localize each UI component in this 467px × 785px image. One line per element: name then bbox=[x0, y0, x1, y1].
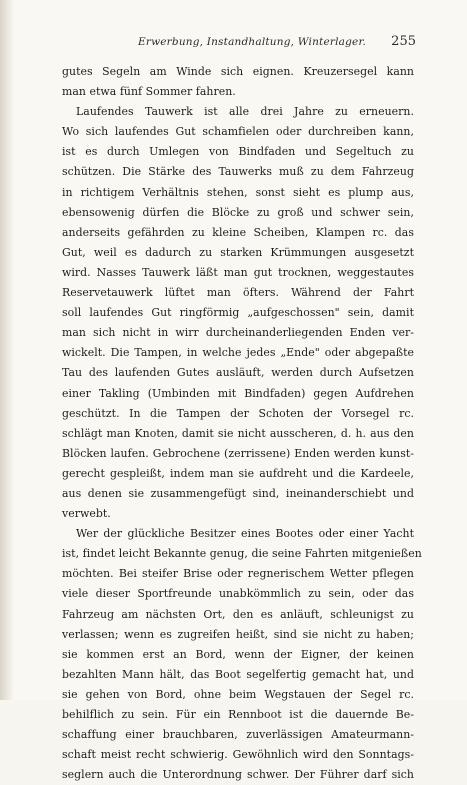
text-line: Tau des laufenden Gutes ausläuft, werden durch Aufsetzen bbox=[62, 366, 414, 380]
text-line: ist es durch Umlegen von Bindfaden und Segeltuch zu bbox=[62, 145, 414, 159]
running-head-title: Erwerbung, Instandhaltung, Winterlager. bbox=[138, 36, 367, 48]
text-line: man sich nicht in wirr durcheinanderliegenden Enden ver- bbox=[62, 326, 414, 340]
text-line: Blöcken laufen. Gebrochene (zerrissene) Enden werden kunst- bbox=[62, 446, 414, 460]
text-line: schützen. Die Stärke des Tauwerks muß zu dem Fahrzeug bbox=[62, 165, 414, 179]
text-line: sie gehen von Bord, ohne beim Wegstauen der Segel rc. bbox=[62, 687, 414, 701]
text-line: verwebt. bbox=[62, 507, 111, 521]
running-head bbox=[60, 36, 416, 52]
text-line: Wer der glückliche Besitzer eines Bootes oder einer Yacht bbox=[76, 527, 414, 541]
text-line: Wo sich laufendes Gut schamfielen oder durchreiben kann, bbox=[62, 125, 414, 139]
text-line: sie kommen erst an Bord, wenn der Eigner, der keinen bbox=[62, 647, 414, 661]
text-line: gerecht gespleißt, indem man sie aufdreht und die Kardeele, bbox=[62, 466, 414, 480]
text-line: seglern auch die Unterordnung schwer. Der Führer darf sich bbox=[62, 768, 414, 782]
page-number: 255 bbox=[391, 34, 416, 49]
text-line: bezahlten Mann hält, das Boot segelfertig gemacht hat, und bbox=[62, 667, 414, 681]
text-line: schaft meist recht schwierig. Gewöhnlich wird den Sonntags- bbox=[62, 748, 414, 762]
text-line: Laufendes Tauwerk ist alle drei Jahre zu erneuern. bbox=[76, 105, 414, 119]
text-line: Reservetauwerk lüftet man öfters. Während der Fahrt bbox=[62, 286, 414, 300]
text-line: Gut, weil es dadurch zu starken Krümmungen ausgesetzt bbox=[62, 245, 414, 259]
text-line: möchten. Bei steifer Brise oder regnerischem Wetter pflegen bbox=[62, 567, 414, 581]
text-line: viele dieser Sportfreunde unabkömmlich zu sein, oder das bbox=[62, 587, 414, 601]
text-line: geschützt. In die Tampen der Schoten der Vorsegel rc. bbox=[62, 406, 414, 420]
text-line: ebensowenig dürfen die Blöcke zu groß und schwer sein, bbox=[62, 205, 414, 219]
gutter-shadow bbox=[0, 0, 14, 700]
text-line: wickelt. Die Tampen, in welche jedes „Ende" oder abgepaßte bbox=[62, 346, 414, 360]
text-line: gutes Segeln am Winde sich eignen. Kreuzersegel kann bbox=[62, 65, 414, 78]
text-line: aus denen sie zusammengefügt sind, ineinanderschiebt und bbox=[62, 486, 414, 500]
text-line: ist, findet leicht Bekannte genug, die seine Fahrten mitgenießen bbox=[62, 547, 422, 561]
body-text bbox=[62, 62, 422, 785]
text-line: man etwa fünf Sommer fahren. bbox=[62, 85, 236, 99]
text-line: verlassen; wenn es zugreifen heißt, sind sie nicht zu haben; bbox=[62, 627, 414, 641]
text-line: soll laufendes Gut ringförmig „aufgeschossen" sein, damit bbox=[62, 306, 414, 320]
text-line: einer Takling (Umbinden mit Bindfaden) gegen Aufdrehen bbox=[62, 386, 414, 400]
text-line: behilflich zu sein. Für ein Rennboot ist die dauernde Be- bbox=[62, 708, 414, 721]
text-line: in richtigem Verhältnis stehen, sonst sieht es plump aus, bbox=[62, 185, 414, 199]
text-line: schaffung einer brauchbaren, zuverlässigen Amateurmann- bbox=[62, 728, 414, 742]
text-line: schlägt man Knoten, damit sie nicht ausscheren, d. h. aus den bbox=[62, 426, 414, 440]
text-line: wird. Nasses Tauwerk läßt man gut trocknen, weggestautes bbox=[62, 265, 414, 279]
text-line: anderseits gefährden zu kleine Scheiben, Klampen rc. das bbox=[62, 225, 414, 239]
text-line: Fahrzeug am nächsten Ort, den es anläuft, schleunigst zu bbox=[62, 607, 414, 621]
